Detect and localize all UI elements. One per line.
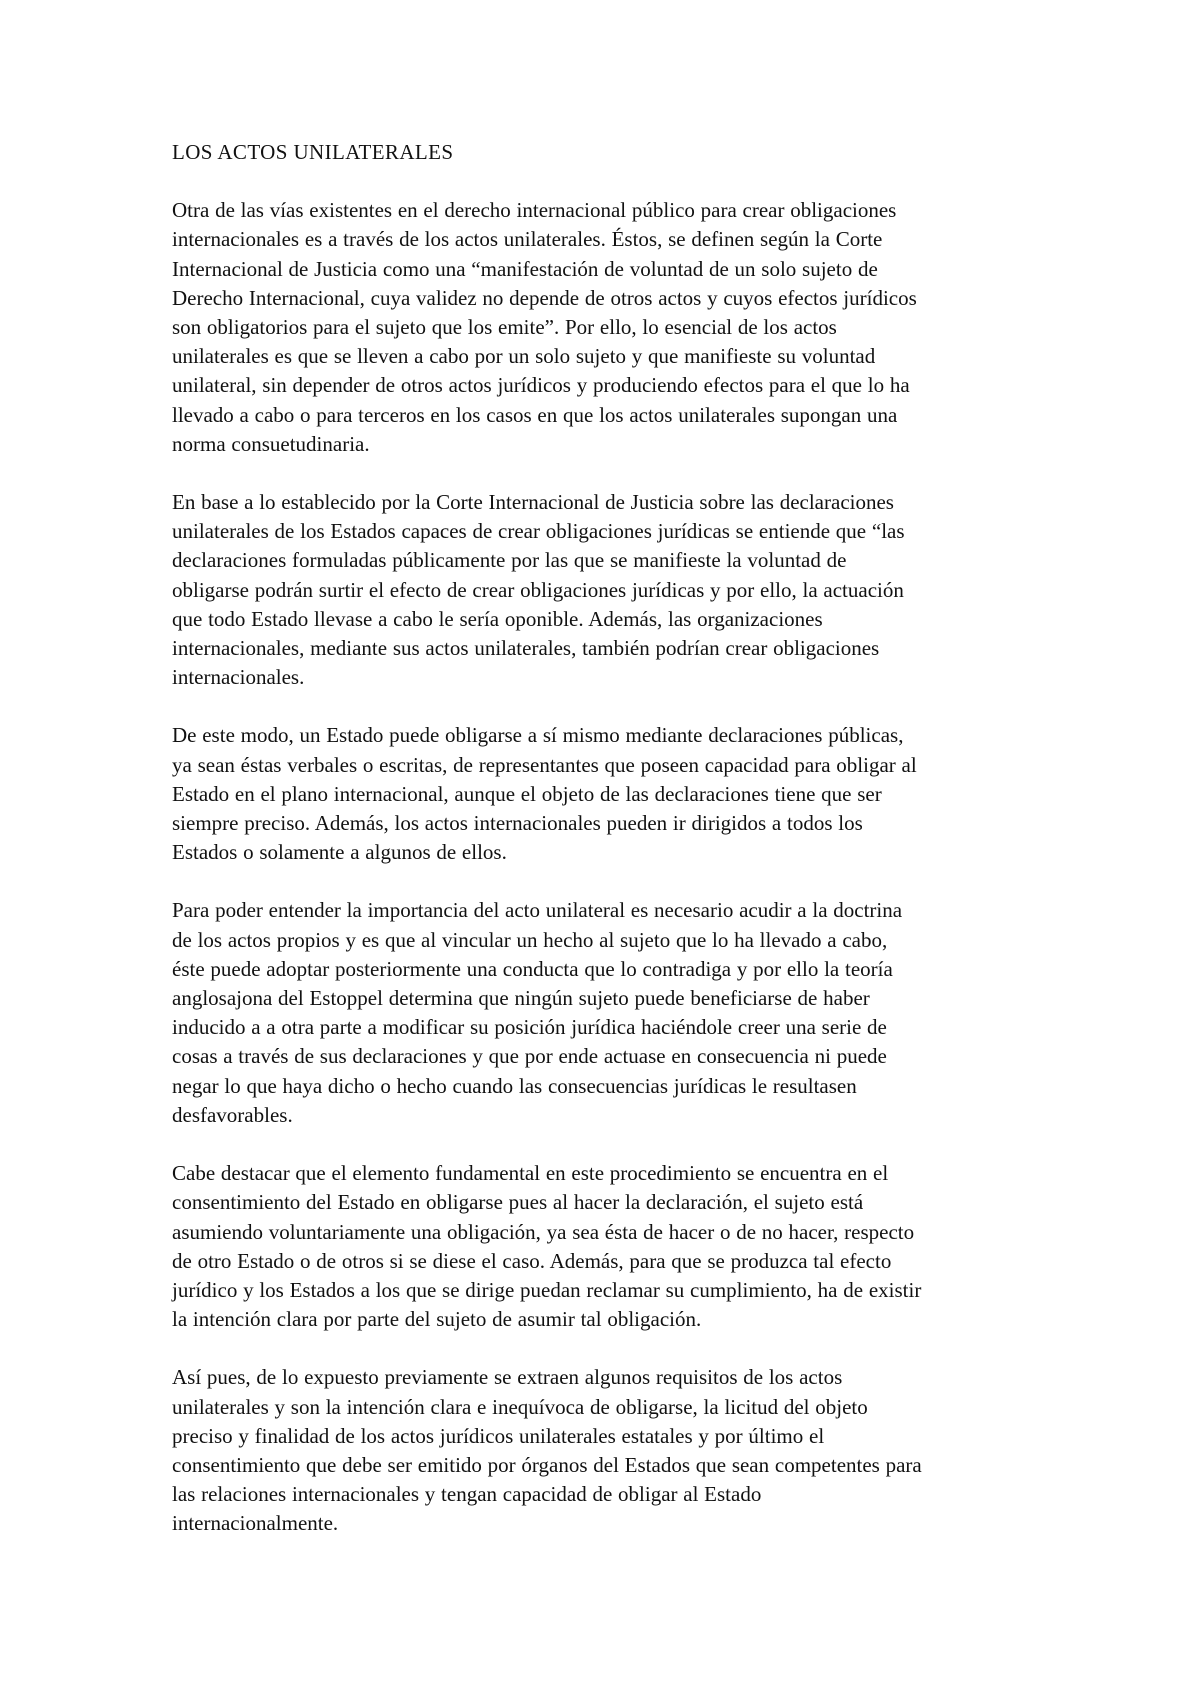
text-line: internacionales, mediante sus actos unilaterales, también podrían crear obligaciones — [172, 636, 880, 661]
paragraph-4 — [172, 896, 1047, 1130]
text-line: preciso y finalidad de los actos jurídicos unilaterales estatales y por último el — [172, 1423, 825, 1448]
text-line: consentimiento que debe ser emitido por órganos del Estados que sean competentes para — [172, 1452, 922, 1477]
text-line: norma consuetudinaria. — [172, 431, 370, 456]
text-line: unilaterales es que se lleven a cabo por un solo sujeto y que manifieste su voluntad — [172, 344, 876, 369]
text-line: unilaterales de los Estados capaces de crear obligaciones jurídicas se entiende que “las — [172, 519, 905, 544]
text-line: ya sean éstas verbales o escritas, de representantes que poseen capacidad para obligar al — [172, 752, 917, 777]
paragraph-1 — [172, 196, 1047, 459]
text-line: unilateral, sin depender de otros actos jurídicos y produciendo efectos para el que lo ha — [172, 373, 910, 398]
paragraph-5 — [172, 1159, 1047, 1334]
text-line: internacionalmente. — [172, 1511, 339, 1536]
text-line: En base a lo establecido por la Corte Internacional de Justicia sobre las declaraciones — [172, 490, 894, 515]
document-page — [172, 138, 1047, 1568]
document-title: LOS ACTOS UNILATERALES — [172, 140, 454, 164]
text-line: cosas a través de sus declaraciones y que por ende actuase en consecuencia ni puede — [172, 1044, 887, 1069]
text-line: siempre preciso. Además, los actos internacionales pueden ir dirigidos a todos los — [172, 811, 863, 836]
text-line: Para poder entender la importancia del acto unilateral es necesario acudir a la doctrina — [172, 898, 903, 923]
text-line: asumiendo voluntariamente una obligación, ya sea ésta de hacer o de no hacer, respecto — [172, 1219, 915, 1244]
text-line: anglosajona del Estoppel determina que ningún sujeto puede beneficiarse de haber — [172, 986, 870, 1011]
text-line: internacionales. — [172, 665, 305, 690]
text-line: unilaterales y son la intención clara e inequívoca de obligarse, la licitud del objeto — [172, 1394, 868, 1419]
text-line: de los actos propios y es que al vincular un hecho al sujeto que lo ha llevado a cabo, — [172, 927, 888, 952]
paragraph-3 — [172, 721, 1047, 867]
text-line: llevado a cabo o para terceros en los casos en que los actos unilaterales supongan una — [172, 402, 898, 427]
text-line: que todo Estado llevase a cabo le sería oponible. Además, las organizaciones — [172, 606, 823, 631]
document-body — [172, 196, 1047, 1538]
paragraph-2 — [172, 488, 1047, 692]
text-line: desfavorables. — [172, 1102, 293, 1127]
text-line: inducido a a otra parte a modificar su posición jurídica haciéndole creer una serie de — [172, 1015, 887, 1040]
text-line: de otro Estado o de otros si se diese el caso. Además, para que se produzca tal efecto — [172, 1248, 892, 1273]
text-line: Otra de las vías existentes en el derecho internacional público para crear obligaciones — [172, 198, 897, 223]
text-line: obligarse podrán surtir el efecto de crear obligaciones jurídicas y por ello, la actuación — [172, 577, 904, 602]
text-line: jurídico y los Estados a los que se dirige puedan reclamar su cumplimiento, ha de existir — [172, 1277, 922, 1302]
text-line: éste puede adoptar posteriormente una conducta que lo contradiga y por ello la teoría — [172, 956, 893, 981]
text-line: De este modo, un Estado puede obligarse a sí mismo mediante declaraciones públicas, — [172, 723, 904, 748]
text-line: Estado en el plano internacional, aunque el objeto de las declaraciones tiene que ser — [172, 781, 882, 806]
text-line: la intención clara por parte del sujeto de asumir tal obligación. — [172, 1307, 702, 1332]
text-line: declaraciones formuladas públicamente por las que se manifieste la voluntad de — [172, 548, 847, 573]
text-line: negar lo que haya dicho o hecho cuando las consecuencias jurídicas le resultasen — [172, 1073, 857, 1098]
text-line: las relaciones internacionales y tengan capacidad de obligar al Estado — [172, 1482, 762, 1507]
text-line: Derecho Internacional, cuya validez no depende de otros actos y cuyos efectos jurídicos — [172, 285, 917, 310]
text-line: Cabe destacar que el elemento fundamental en este procedimiento se encuentra en el — [172, 1161, 889, 1186]
text-line: son obligatorios para el sujeto que los emite”. Por ello, lo esencial de los actos — [172, 315, 837, 340]
text-line: internacionales es a través de los actos unilaterales. Éstos, se definen según la Corte — [172, 227, 883, 252]
text-line: Así pues, de lo expuesto previamente se extraen algunos requisitos de los actos — [172, 1365, 843, 1390]
text-line: Estados o solamente a algunos de ellos. — [172, 840, 507, 865]
text-line: Internacional de Justicia como una “manifestación de voluntad de un solo sujeto de — [172, 256, 878, 281]
text-line: consentimiento del Estado en obligarse pues al hacer la declaración, el sujeto está — [172, 1190, 864, 1215]
paragraph-6 — [172, 1363, 1047, 1538]
